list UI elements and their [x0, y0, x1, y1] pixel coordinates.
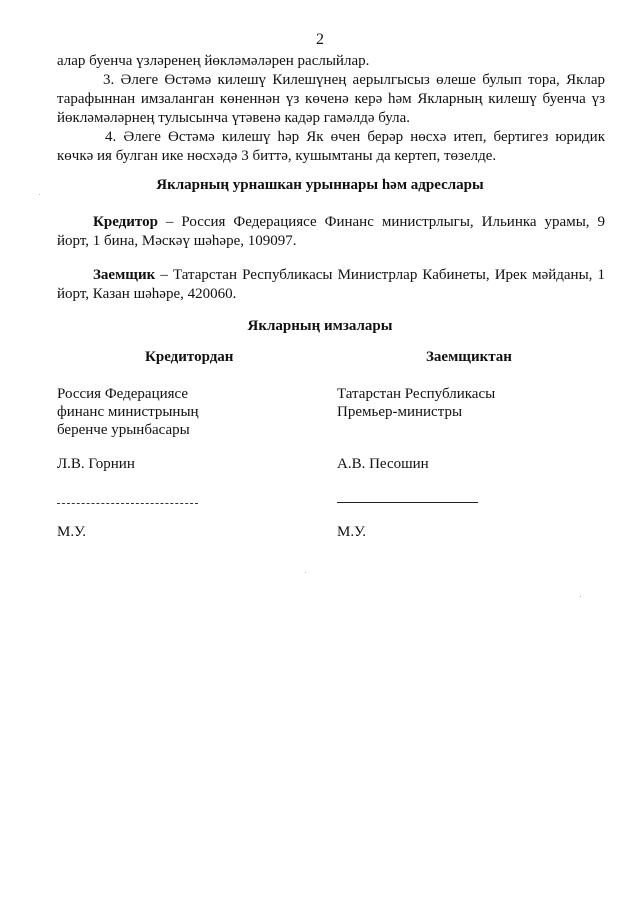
borrower-text: Татарстан Республикасы Министрлар Кабинеты, Ирек мәйданы, 1 йорт, Казан шәһәре, 420060. — [57, 267, 606, 302]
left-signatory-title: Кредитордан — [145, 349, 234, 365]
scan-speck — [39, 194, 40, 195]
right-signatory-name: А.В. Песошин — [337, 456, 429, 472]
left-position-line: финанс министрының — [57, 404, 199, 420]
left-position-line: Россия Федерациясе — [57, 386, 189, 402]
right-signature-line — [337, 502, 478, 503]
right-signatory-position — [337, 385, 597, 421]
scan-speck — [305, 572, 306, 573]
signatures-heading: Якларның имзалары — [247, 318, 393, 334]
addresses-heading: Якларның урнашкан урыннары һәм адреслары — [156, 177, 484, 193]
creditor-text: Россия Федерациясе Финанс министрлыгы, Ильинка урамы, 9 йорт, 1 бина, Мәскәү шәһәре, 109097. — [57, 214, 605, 249]
left-signatory-name: Л.В. Горнин — [57, 456, 135, 472]
creditor-label: Кредитор — [93, 214, 158, 230]
right-seal-mark: М.У. — [337, 524, 367, 540]
borrower-address — [57, 266, 605, 304]
creditor-dash: – — [157, 214, 182, 230]
creditor-address — [57, 213, 605, 251]
borrower-label: Заемщик — [93, 267, 156, 283]
right-signatory-title: Заемщиктан — [426, 349, 512, 365]
left-signatory-position — [57, 385, 317, 439]
left-position-line: беренче урынбасары — [57, 422, 190, 438]
paragraph-clause-4: 4. Әлеге Өстәмә килешү һәр Як өчен берәр нөсхә итеп, бертигез юридик көчкә ия булган ике нөсхәдә 3 биттә, кушымтаны да кертеп, төзелде. — [57, 129, 605, 164]
borrower-dash: – — [155, 267, 173, 283]
left-signature-line — [57, 503, 198, 504]
paragraph-clause-3: 3. Әлеге Өстәмә килешү Килешүнең аерылгысыз өлеше булып тора, Яклар тарафыннан имзаланган көненнән үз көченә керә һәм Якларның килешү буенча үз йөкләмәләрнең тулысынча үтәвенә кадәр гамәлдә була. — [57, 72, 605, 126]
right-position-line: Татарстан Республикасы — [337, 386, 496, 402]
right-position-line: Премьер-министры — [337, 404, 463, 420]
left-seal-mark: М.У. — [57, 524, 87, 540]
paragraph-continuation: алар буенча үзләренең йөкләмәләрен раслыйлар. — [57, 53, 370, 69]
clauses-block — [57, 52, 605, 166]
page-number: 2 — [316, 31, 324, 48]
scan-speck — [580, 596, 581, 597]
